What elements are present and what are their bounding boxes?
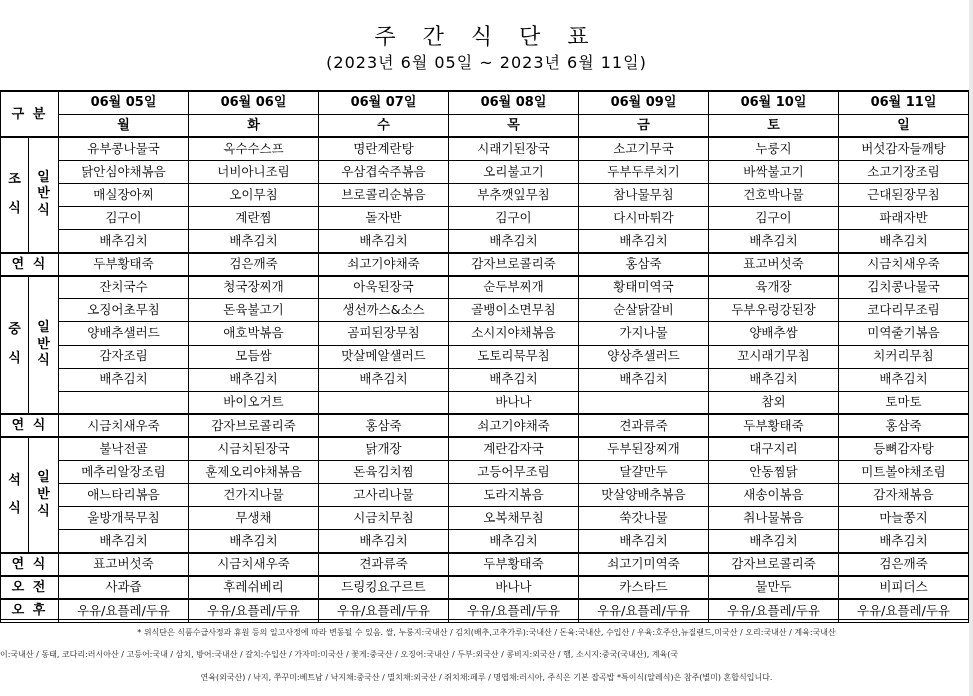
footnote-line: 연육(외국산) / 낙지, 쭈꾸미:베트남 / 낙지채:중국산 / 멸치채:외국산 / 쥐치채:페루 / 명엽채:러시아, 주식은 기본 잡곡밥 *특이식(알레식)은 참주(별미) 혼합식입니다.: [200, 673, 773, 682]
menu-item: 참외: [709, 391, 839, 414]
menu-item: 맛살양배추볶음: [579, 484, 709, 507]
weekday-header: 토: [709, 114, 839, 137]
regular-meal-label: 일 반 식: [29, 276, 59, 415]
menu-item: 잔치국수: [59, 276, 189, 299]
date-header: 06월 10일: [709, 91, 839, 114]
menu-item: 감자브로콜리죽: [189, 414, 319, 437]
menu-item: 두부우렁강된장: [709, 299, 839, 322]
menu-item: 배추김치: [839, 530, 969, 553]
menu-item: 감자브로콜리죽: [709, 553, 839, 576]
weekday-header: 목: [449, 114, 579, 137]
row-label: 연 식: [1, 553, 59, 576]
menu-item: 쇠고기미역죽: [579, 553, 709, 576]
menu-item: 배추김치: [189, 530, 319, 553]
scrollbar[interactable]: [969, 0, 973, 696]
menu-item: 배추김치: [839, 368, 969, 391]
table-row: [1, 484, 969, 507]
menu-item: 부추깻잎무침: [449, 183, 579, 206]
weekday-header: 금: [579, 114, 709, 137]
menu-item: 무생채: [189, 507, 319, 530]
menu-item: 다시마튀각: [579, 206, 709, 229]
menu-item: 애호박볶음: [189, 322, 319, 345]
footnote-line: 이:국내산 / 동태, 코다리:러시아산 / 고등어:국내 / 삼치, 방어:국내산 / 갈치:수입산 / 가자미:미국산 / 꽃게:중국산 / 오징어:국내산 / 두부:외국산 / 콩비지:외국산 / 햄, 소시지:중국(국내산), 계육(국: [0, 650, 679, 659]
menu-item: 오징어초무침: [59, 299, 189, 322]
menu-item: 돈육김치찜: [319, 461, 449, 484]
row-label: 연 식: [1, 253, 59, 276]
table-row: [1, 437, 969, 460]
menu-item: 닭개장: [319, 437, 449, 460]
table-row: [1, 576, 969, 599]
weekday-header: 수: [319, 114, 449, 137]
menu-item: 배추김치: [189, 368, 319, 391]
menu-item: 바싹불고기: [709, 160, 839, 183]
menu-item: [579, 391, 709, 414]
menu-item: 배추김치: [709, 530, 839, 553]
table-row: [1, 391, 969, 414]
menu-item: [59, 391, 189, 414]
meal-label: 조 식: [1, 137, 29, 252]
menu-item: 시금치무침: [319, 507, 449, 530]
menu-item: 토마토: [839, 391, 969, 414]
weekday-header: 월: [59, 114, 189, 137]
menu-item: 도토리묵무침: [449, 345, 579, 368]
menu-item: 김구이: [59, 206, 189, 229]
menu-item: 우유/요플레/두유: [709, 599, 839, 622]
menu-item: 버섯감자들깨탕: [839, 137, 969, 160]
menu-item: 홍삼죽: [839, 414, 969, 437]
menu-item: 순살닭갈비: [579, 299, 709, 322]
menu-item: 감자조림: [59, 345, 189, 368]
menu-item: 견과류죽: [319, 553, 449, 576]
menu-item: 소시지야채볶음: [449, 322, 579, 345]
menu-item: [319, 391, 449, 414]
row-label: 연 식: [1, 414, 59, 437]
menu-item: 견과류죽: [579, 414, 709, 437]
table-row: [1, 276, 969, 299]
menu-item: 양배추쌈: [709, 322, 839, 345]
menu-item: 배추김치: [449, 530, 579, 553]
date-header: 06월 09일: [579, 91, 709, 114]
menu-item: 사과즙: [59, 576, 189, 599]
menu-item: 명란계란탕: [319, 137, 449, 160]
menu-item: 미역줄기볶음: [839, 322, 969, 345]
menu-item: 바나나: [449, 576, 579, 599]
menu-item: 가지나물: [579, 322, 709, 345]
table-row: [1, 530, 969, 553]
meal-label: 석 식: [1, 437, 29, 552]
menu-item: 마늘쫑지: [839, 507, 969, 530]
menu-item: 건가지나물: [189, 484, 319, 507]
weekly-menu-table: [0, 90, 969, 623]
menu-item: 시금치새우죽: [839, 253, 969, 276]
menu-item: 배추김치: [839, 230, 969, 253]
menu-item: 드링킹요구르트: [319, 576, 449, 599]
menu-item: 검은깨죽: [189, 253, 319, 276]
regular-meal-label: 일 반 식: [29, 437, 59, 552]
menu-item: 우유/요플레/두유: [319, 599, 449, 622]
menu-item: 모듬쌈: [189, 345, 319, 368]
menu-item: 치커리무침: [839, 345, 969, 368]
menu-item: 배추김치: [319, 230, 449, 253]
menu-item: 골뱅이소면무침: [449, 299, 579, 322]
date-header: 06월 06일: [189, 91, 319, 114]
date-range-subtitle: (2023년 6월 05일 ~ 2023년 6월 11일): [326, 53, 647, 72]
menu-item: 김구이: [449, 206, 579, 229]
menu-item: 불낙전골: [59, 437, 189, 460]
menu-item: 김치콩나물국: [839, 276, 969, 299]
menu-item: 파래자반: [839, 206, 969, 229]
menu-item: 두부된장찌개: [579, 437, 709, 460]
menu-item: 표고버섯죽: [709, 253, 839, 276]
menu-item: 감자채볶음: [839, 484, 969, 507]
menu-item: 순두부찌개: [449, 276, 579, 299]
menu-item: 배추김치: [59, 368, 189, 391]
table-row: [1, 206, 969, 229]
menu-item: 배추김치: [319, 368, 449, 391]
table-row: [1, 345, 969, 368]
row-label: 오 전: [1, 576, 59, 599]
menu-item: 홍삼죽: [579, 253, 709, 276]
category-header: 구 분: [1, 91, 59, 137]
menu-item: 우삼겹숙주볶음: [319, 160, 449, 183]
menu-item: 배추김치: [59, 530, 189, 553]
weekday-header: 화: [189, 114, 319, 137]
menu-item: 비피더스: [839, 576, 969, 599]
menu-item: 김구이: [709, 206, 839, 229]
menu-item: 곰피된장무침: [319, 322, 449, 345]
menu-item: 계란감자국: [449, 437, 579, 460]
meal-label: 중 식: [1, 276, 29, 415]
menu-item: 육개장: [709, 276, 839, 299]
menu-item: 황태미역국: [579, 276, 709, 299]
menu-item: 미트볼야채조림: [839, 461, 969, 484]
menu-item: 표고버섯죽: [59, 553, 189, 576]
table-row: [1, 414, 969, 437]
menu-item: 오이무침: [189, 183, 319, 206]
menu-item: 소고기장조림: [839, 160, 969, 183]
menu-item: 배추김치: [319, 530, 449, 553]
date-header: 06월 08일: [449, 91, 579, 114]
menu-item: 배추김치: [449, 230, 579, 253]
menu-item: 안동찜닭: [709, 461, 839, 484]
page-title: 주 간 식 단 표: [374, 25, 599, 50]
menu-item: 두부황태죽: [449, 553, 579, 576]
menu-item: 맛살메알샐러드: [319, 345, 449, 368]
menu-item: 후레쉬베리: [189, 576, 319, 599]
menu-item: 닭안심야채볶음: [59, 160, 189, 183]
menu-item: 쇠고기야채죽: [319, 253, 449, 276]
menu-item: 참나물무침: [579, 183, 709, 206]
menu-item: 도라지볶음: [449, 484, 579, 507]
menu-item: 시금치새우죽: [189, 553, 319, 576]
menu-item: 누룽지: [709, 137, 839, 160]
table-row: [1, 461, 969, 484]
menu-item: 양배추샐러드: [59, 322, 189, 345]
menu-item: 달걀만두: [579, 461, 709, 484]
menu-item: 메추리알장조림: [59, 461, 189, 484]
menu-item: 취나물볶음: [709, 507, 839, 530]
menu-item: 너비아니조림: [189, 160, 319, 183]
table-row: [1, 553, 969, 576]
date-header: 06월 05일: [59, 91, 189, 114]
menu-item: 생선까스&소스: [319, 299, 449, 322]
menu-item: 고등어무조림: [449, 461, 579, 484]
menu-item: 검은깨죽: [839, 553, 969, 576]
date-header: 06월 11일: [839, 91, 969, 114]
menu-item: 두부황태죽: [59, 253, 189, 276]
menu-item: 브로콜리순볶음: [319, 183, 449, 206]
menu-item: 돌자반: [319, 206, 449, 229]
menu-item: 쇠고기야채죽: [449, 414, 579, 437]
menu-item: 시래기된장국: [449, 137, 579, 160]
menu-item: 고사리나물: [319, 484, 449, 507]
menu-item: 코다리무조림: [839, 299, 969, 322]
table-row: [1, 114, 969, 137]
menu-item: 오복채무침: [449, 507, 579, 530]
row-label: 오 후: [1, 599, 59, 622]
menu-item: 우유/요플레/두유: [449, 599, 579, 622]
menu-item: 새송이볶음: [709, 484, 839, 507]
menu-item: 바이오거트: [189, 391, 319, 414]
menu-item: 홍삼죽: [319, 414, 449, 437]
table-row: [1, 91, 969, 114]
menu-item: 배추김치: [579, 368, 709, 391]
menu-item: 소고기무국: [579, 137, 709, 160]
menu-item: 시금치된장국: [189, 437, 319, 460]
menu-item: 돈육불고기: [189, 299, 319, 322]
menu-item: 건호박나물: [709, 183, 839, 206]
menu-item: 애느타리볶음: [59, 484, 189, 507]
menu-item: 배추김치: [449, 368, 579, 391]
footnotes: [0, 619, 973, 696]
menu-item: 감자브로콜리죽: [449, 253, 579, 276]
menu-item: 유부콩나물국: [59, 137, 189, 160]
menu-item: 배추김치: [59, 230, 189, 253]
menu-item: 우유/요플레/두유: [59, 599, 189, 622]
menu-item: 우유/요플레/두유: [189, 599, 319, 622]
menu-item: 울방개묵무침: [59, 507, 189, 530]
menu-item: 매실장아찌: [59, 183, 189, 206]
menu-item: 카스타드: [579, 576, 709, 599]
menu-item: 오리불고기: [449, 160, 579, 183]
weekday-header: 일: [839, 114, 969, 137]
menu-item: 꼬시래기무침: [709, 345, 839, 368]
table-row: [1, 160, 969, 183]
date-header: 06월 07일: [319, 91, 449, 114]
regular-meal-label: 일 반 식: [29, 137, 59, 252]
table-row: [1, 183, 969, 206]
menu-item: 근대된장무침: [839, 183, 969, 206]
menu-item: 우유/요플레/두유: [839, 599, 969, 622]
menu-item: 양상추샐러드: [579, 345, 709, 368]
menu-item: 배추김치: [189, 230, 319, 253]
table-row: [1, 253, 969, 276]
menu-item: 시금치새우죽: [59, 414, 189, 437]
table-row: [1, 507, 969, 530]
menu-item: 등뼈감자탕: [839, 437, 969, 460]
menu-item: 청국장찌개: [189, 276, 319, 299]
menu-item: 우유/요플레/두유: [579, 599, 709, 622]
table-row: [1, 230, 969, 253]
menu-item: 아욱된장국: [319, 276, 449, 299]
menu-item: 두부두루치기: [579, 160, 709, 183]
menu-item: 계란찜: [189, 206, 319, 229]
table-row: [1, 137, 969, 160]
table-row: [1, 299, 969, 322]
menu-item: 배추김치: [579, 530, 709, 553]
menu-item: 옥수수스프: [189, 137, 319, 160]
menu-item: 물만두: [709, 576, 839, 599]
menu-item: 배추김치: [709, 368, 839, 391]
menu-item: 배추김치: [579, 230, 709, 253]
menu-item: 바나나: [449, 391, 579, 414]
menu-item: 쑥갓나물: [579, 507, 709, 530]
menu-item: 두부황태죽: [709, 414, 839, 437]
footnote-line: * 위식단은 식품수급사정과 휴원 등의 일고사정에 따라 변동될 수 있음. 쌀, 누룽지:국내산 / 김치(배추,고추가루):국내산 / 돈육:국내산, 수입산 / 우육:호주산,뉴질랜드,미국산 / 오리:국내산 / 계육:국내산: [137, 628, 836, 637]
table-row: [1, 322, 969, 345]
menu-item: 대구지리: [709, 437, 839, 460]
table-row: [1, 368, 969, 391]
menu-item: 훈제오리야채볶음: [189, 461, 319, 484]
menu-item: 배추김치: [709, 230, 839, 253]
